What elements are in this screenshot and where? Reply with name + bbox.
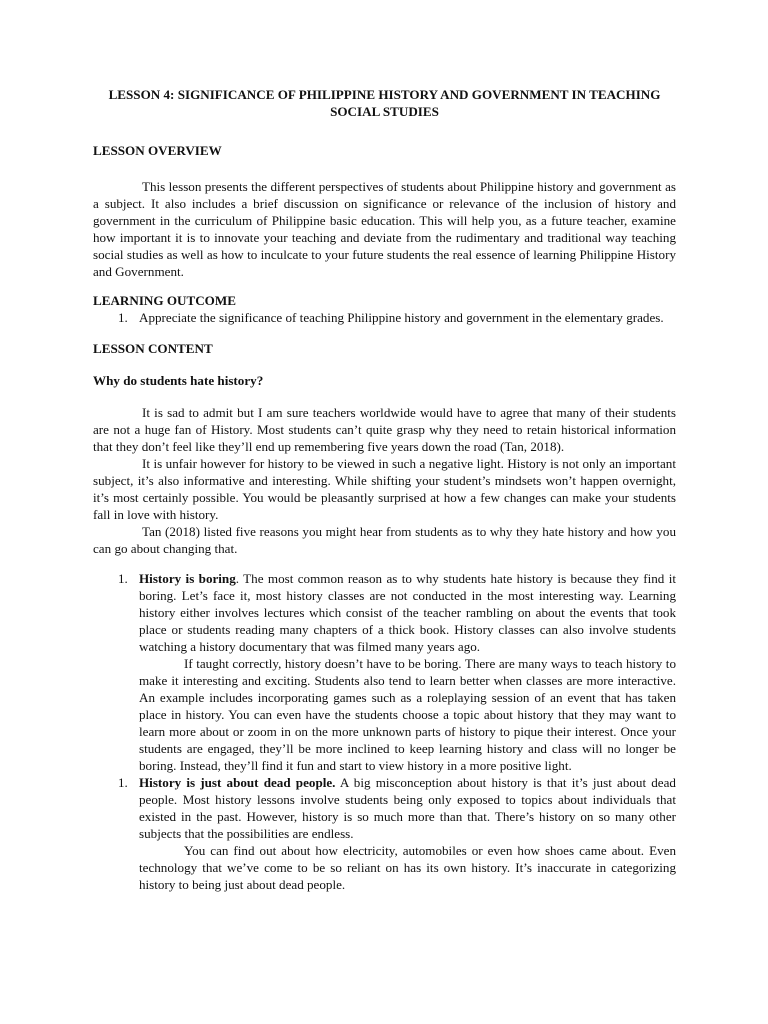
content-paragraph: Tan (2018) listed five reasons you might hear from students as to why they hate history and how you can go about changing that. — [93, 524, 676, 556]
section-subheading: Why do students hate history? — [93, 373, 264, 388]
content-paragraph: It is sad to admit but I am sure teachers worldwide would have to agree that many of their students are not a huge fan of History. Most students can’t quite grasp why they need to retain historical information that they don’t feel like they’ll end up remembering five years down the road (Tan, 2018). — [93, 405, 676, 454]
reason-heading: History is boring — [139, 571, 236, 586]
list-item-text: Appreciate the significance of teaching Philippine history and government in the elementary grades. — [139, 310, 664, 325]
list-number: 1. — [118, 775, 128, 790]
lesson-title: LESSON 4: SIGNIFICANCE OF PHILIPPINE HISTORY AND GOVERNMENT IN TEACHING SOCIAL STUDIES — [108, 87, 661, 119]
reason-text: A big misconception about history is that it’s just about dead people. Most history lessons involve students being only exposed to topics about individuals that existed in the past. However, history is so much more than that. There’s history on so many other subjects that the possibilities are endless. — [139, 775, 676, 841]
learning-outcome-heading: LEARNING OUTCOME — [93, 293, 236, 308]
reason-paragraph: If taught correctly, history doesn’t have to be boring. There are many ways to teach history to make it interesting and exciting. Students also tend to learn better when classes are more interactive. An example includes incorporating games such as a roleplaying session of an event that has taken place in history. You can even have the students choose a topic about history that they may want to learn more about or zoom in on the more unknown parts of history to pique their interest. Once your students are engaged, they’ll be more inclined to keep learning history and class will no longer be boring. Instead, they’ll find it fun and start to view history in a more positive light. — [139, 656, 676, 773]
reason-text: . The most common reason as to why students hate history is because they find it boring. Let’s face it, most history classes are not conducted in the most interesting way. Learning history either involves lectures which consist of the teacher rambling on about the events that took place or students reading many chapters of a thick book. History classes can also involve students watching a history documentary that was filmed many years ago. — [139, 571, 676, 654]
list-number: 1. — [118, 571, 128, 586]
reason-paragraph: You can find out about how electricity, automobiles or even how shoes came about. Even technology that we’ve come to be so reliant on has its own history. It’s inaccurate in categorizing history to being just about dead people. — [139, 843, 676, 892]
list-item — [93, 570, 676, 774]
list-item — [93, 774, 676, 893]
reasons-list — [93, 570, 676, 893]
lesson-overview-paragraph: This lesson presents the different perspectives of students about Philippine history and government as a subject. It also includes a brief discussion on significance or relevance of the inclusion of history and government in the curriculum of Philippine basic education. This will help you, as a future teacher, examine how important it is to innovate your teaching and deviate from the rudimentary and traditional way teaching social studies as well as how to inculcate to your future students the real essence of learning Philippine History and Government. — [93, 179, 676, 279]
learning-outcome-list — [93, 309, 676, 326]
reason-heading: History is just about dead people. — [139, 775, 336, 790]
content-paragraph: It is unfair however for history to be viewed in such a negative light. History is not only an important subject, it’s also informative and interesting. While shifting your student’s mindsets won’t happen overnight, it’s most certainly possible. You would be pleasantly surprised at how a few changes can make your students fall in love with history. — [93, 456, 676, 522]
list-number: 1. — [118, 310, 128, 325]
list-item — [93, 309, 676, 326]
lesson-content-heading: LESSON CONTENT — [93, 341, 213, 356]
lesson-overview-heading: LESSON OVERVIEW — [93, 143, 222, 158]
